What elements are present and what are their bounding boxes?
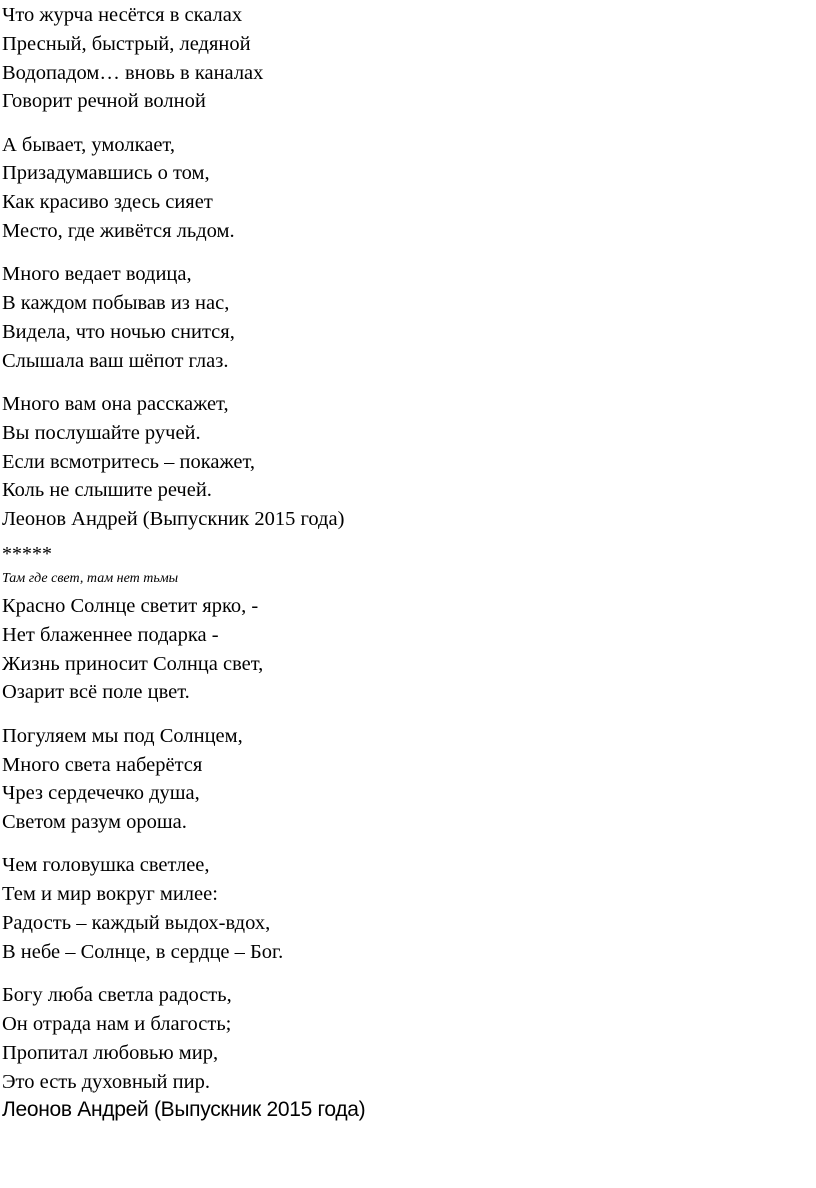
poem-line: Это есть духовный пир. <box>2 1070 210 1093</box>
poem-line: Пропитал любовью мир, <box>2 1041 219 1064</box>
poem-line: Что журча несётся в скалах <box>2 4 243 26</box>
poem-line: Видела, что ночью снится, <box>2 320 235 343</box>
poem2-stanza-2 <box>2 722 812 837</box>
poem-line: Коль не слышите речей. <box>2 479 212 502</box>
poem-line: Богу люба светла радость, <box>2 984 232 1007</box>
poem-line: Место, где живётся льдом. <box>2 220 235 243</box>
poem2-subtitle: Там где свет, там нет тьмы <box>2 571 179 587</box>
poem-line: А бывает, умолкает, <box>2 133 175 156</box>
poem2-stanza-4 <box>2 981 812 1096</box>
poem-line: Много вам она расскажет, <box>2 393 229 416</box>
poem-line: В каждом побывав из нас, <box>2 292 230 315</box>
poem1-stanza-3 <box>2 260 812 375</box>
poem-line: Много ведает водица, <box>2 263 192 286</box>
poem-line: Чрез сердечечко душа, <box>2 782 200 805</box>
poem1-stanza-2 <box>2 131 812 246</box>
poem2-author: Леонов Андрей (Выпускник 2015 года) <box>2 1098 366 1122</box>
poem-line: Пресный, быстрый, ледяной <box>2 32 251 55</box>
poem-line: Слышала ваш шёпот глаз. <box>2 349 229 372</box>
poem-line: Озарит всё поле цвет. <box>2 681 190 704</box>
poem-line: Водопадом… вновь в каналах <box>2 61 264 84</box>
poem-line: Призадумавшись о том, <box>2 162 210 185</box>
poem-line: Чем головушка светлее, <box>2 854 210 877</box>
poem-line: Много света наберётся <box>2 753 203 776</box>
poem-line: Вы послушайте ручей. <box>2 421 201 444</box>
poem1-author: Леонов Андрей (Выпускник 2015 года) <box>2 508 345 531</box>
poem-line: Он отрада нам и благость; <box>2 1012 232 1035</box>
poem-line: Если всмотритесь – покажет, <box>2 450 256 473</box>
separator: ***** <box>2 543 52 566</box>
poem-line: Погуляем мы под Солнцем, <box>2 724 243 747</box>
poem1-stanza-4 <box>2 390 812 505</box>
poem-line: Красно Солнце светит ярко, - <box>2 595 259 618</box>
document-page <box>2 0 812 1125</box>
poem-line: Говорит речной волной <box>2 90 206 113</box>
poem-line: Жизнь приносит Солнца свет, <box>2 652 264 675</box>
poem-line: Радость – каждый выдох-вдох, <box>2 912 271 935</box>
poem2-stanza-1 <box>2 592 812 707</box>
poem-line: Нет блаженнее подарка - <box>2 623 219 646</box>
poem-line: Тем и мир вокруг милее: <box>2 883 218 906</box>
poem-line: В небе – Солнце, в сердце – Бог. <box>2 940 284 963</box>
poem1-stanza-1 <box>2 1 812 116</box>
poem-line: Светом разум ороша. <box>2 811 187 834</box>
poem2-stanza-3 <box>2 851 812 966</box>
poem-line: Как красиво здесь сияет <box>2 191 213 214</box>
